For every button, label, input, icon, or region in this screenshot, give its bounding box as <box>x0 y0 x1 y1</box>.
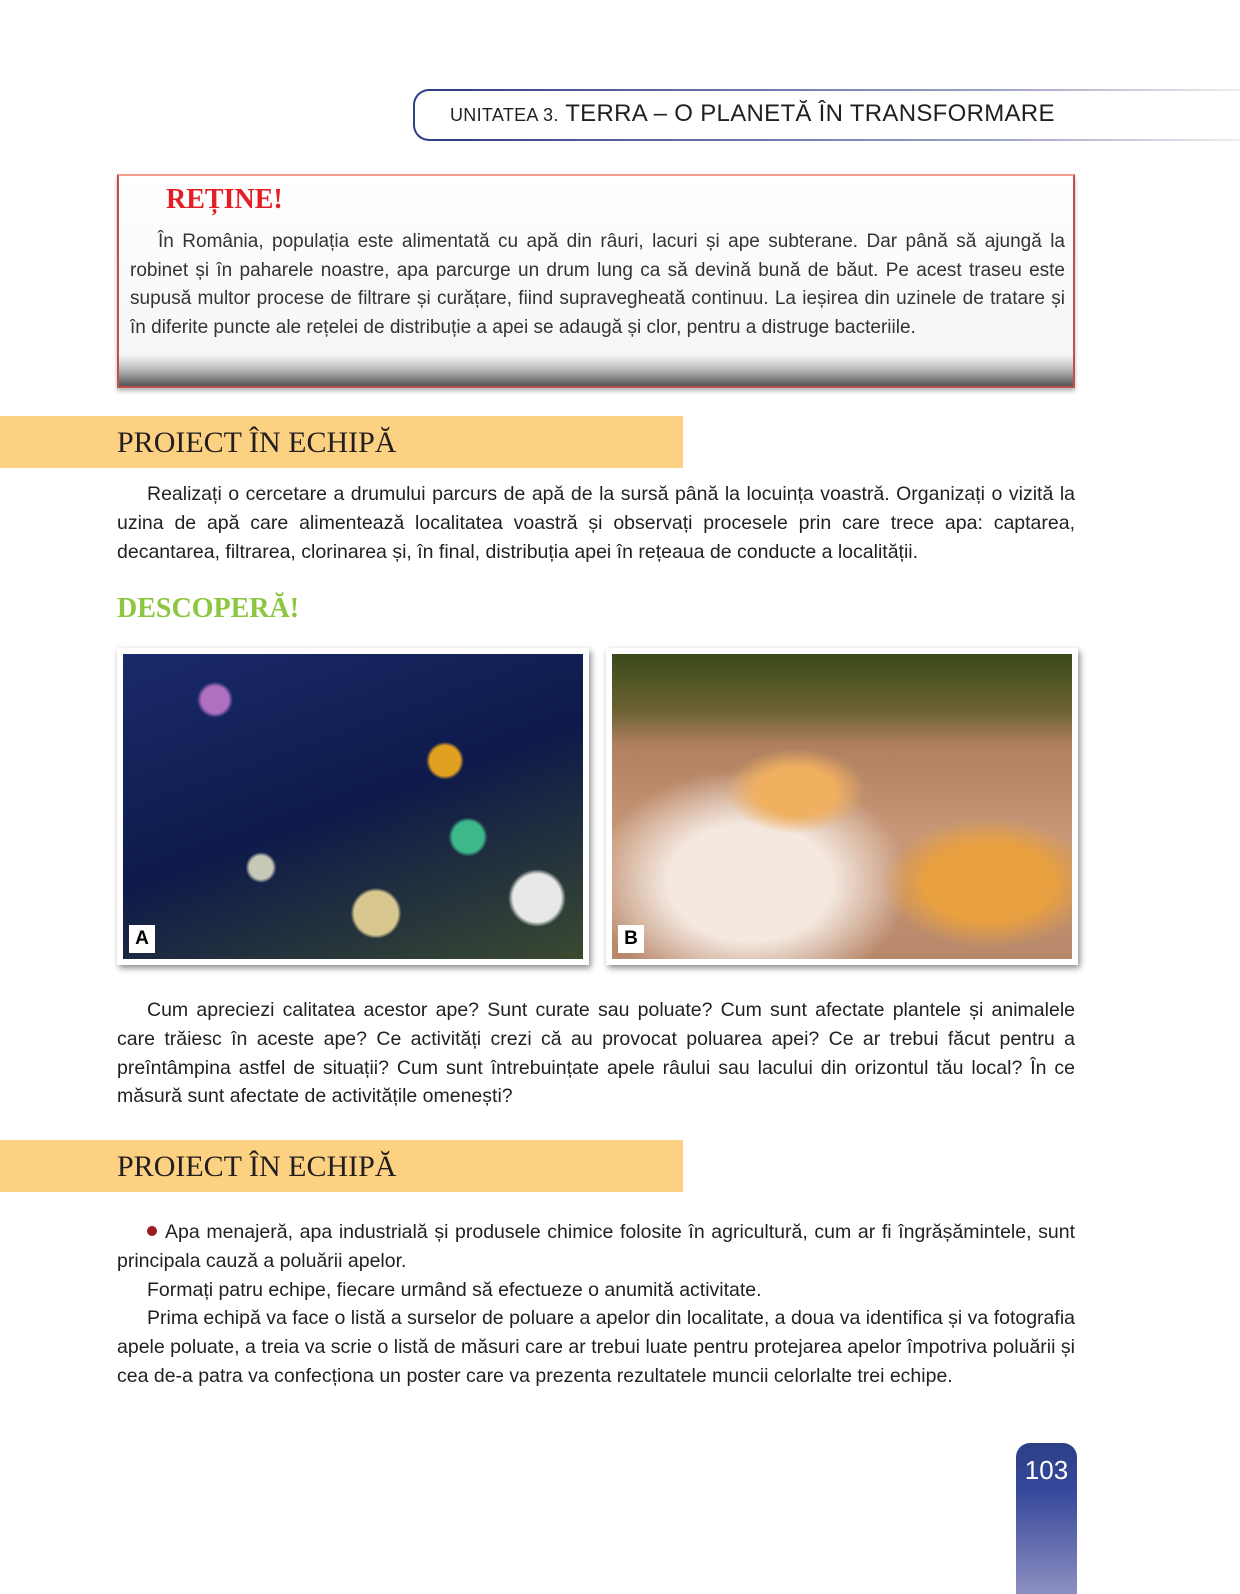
paragraph: Prima echipă va face o listă a surselor de poluare a apelor din localitate, a doua va identifica și va fotografia apele poluate, a treia va scrie o listă de măsuri care ar trebui luate pentru protejarea apelor împotriva poluării și cea de-a patra va confecționa un poster care va prezenta rezultatele muncii celorlalte trei echipe. <box>117 1307 1075 1387</box>
discharge-pipe-image <box>612 654 1072 959</box>
unit-prefix: UNITATEA 3. <box>450 105 559 125</box>
photo-a <box>117 648 589 965</box>
section-banner <box>0 1140 683 1192</box>
descopera-body <box>117 996 1075 1111</box>
descopera-title: DESCOPERĂ! <box>117 593 300 624</box>
retine-title: REȚINE! <box>166 184 283 215</box>
retine-box <box>117 174 1075 388</box>
section1-body <box>117 480 1075 566</box>
section-banner <box>0 416 683 468</box>
section-title: PROIECT ÎN ECHIPĂ <box>117 1150 397 1183</box>
bullet-text: Apa menajeră, apa industrială și produsele chimice folosite în agricultură, cum ar fi îngrășămintele, sunt principala cauză a poluării apelor. <box>117 1221 1075 1272</box>
photo-b <box>606 648 1078 965</box>
header-border <box>430 139 1240 141</box>
section-title: PROIECT ÎN ECHIPĂ <box>117 426 397 459</box>
paragraph: Realizați o cercetare a drumului parcurs de apă de la sursă până la locuința voastră. Organizați o vizită la uzina de apă care alimentează localitatea voastră și observați procesele prin care trece apa: captarea, decantarea, filtrarea, clorinarea și, în final, distribuția apei în rețeaua de conducte a localității. <box>117 483 1075 563</box>
header-border <box>430 89 1240 91</box>
running-header <box>450 100 1055 128</box>
retine-text: În România, populația este alimentată cu apă din râuri, lacuri și ape subterane. Dar până să ajungă la robinet și în paharele noastre, apa parcurge un drum lung ca să devină bună de băut. Pe acest traseu este supusă multor procese de filtrare și curățare, fiind supravegheată continuu. La ieșirea din uzinele de tratare și în diferite puncte ale rețelei de distribuție a apei se adaugă și clor, pentru a distruge bacteriile. <box>130 231 1065 338</box>
unit-title: TERRA – O PLANETĂ ÎN TRANSFORMARE <box>565 100 1055 127</box>
bullet-paragraph <box>117 1218 1075 1276</box>
section2-body <box>117 1218 1075 1391</box>
bullet-icon <box>147 1226 157 1236</box>
paragraph: Cum apreciezi calitatea acestor ape? Sunt curate sau poluate? Cum sunt afectate plantele și animalele care trăiesc în aceste ape? Ce activități crezi că au provocat poluarea apei? Ce ar trebui făcut pentru a preîntâmpina astfel de situații? Cum sunt întrebuințate apele râului sau lacului din orizontul tău local? În ce măsură sunt afectate de activitățile omenești? <box>117 999 1075 1108</box>
page-number: 103 <box>1016 1443 1077 1594</box>
polluted-water-image <box>123 654 583 959</box>
photo-label: B <box>618 925 644 953</box>
paragraph: Formați patru echipe, fiecare urmând să efectueze o anumită activitate. <box>147 1278 762 1301</box>
photo-label: A <box>129 925 155 953</box>
